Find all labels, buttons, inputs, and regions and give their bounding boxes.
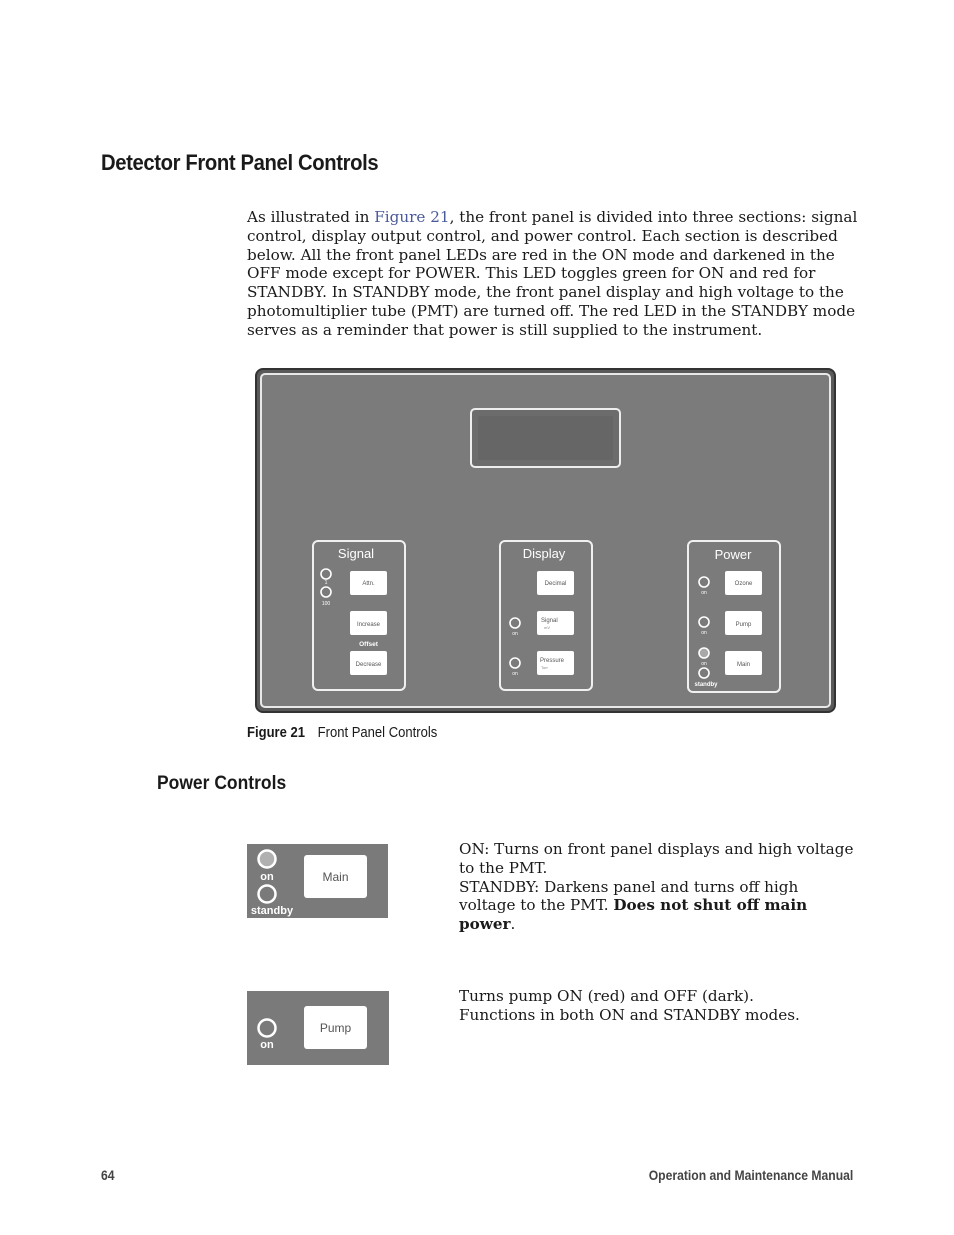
main-button[interactable] (725, 651, 762, 675)
signal-unit: mV (544, 625, 550, 630)
main-desc-on: ON: Turns on front panel displays and high voltage to the PMT. (459, 840, 854, 877)
main-desc-warning: Does not shut off main power (459, 896, 808, 934)
figure-caption-text: Front Panel Controls (317, 725, 438, 741)
pump-description (459, 987, 859, 1025)
main-desc-standby: STANDBY: Darkens panel and turns off high voltage to the PMT. (459, 877, 799, 915)
display-group (500, 541, 592, 690)
signal-led-100-label: 100 (321, 601, 331, 607)
main-standby-label: standby (250, 905, 294, 917)
display-pressure-led (510, 658, 520, 668)
figure-caption-label: Figure 21 (247, 725, 306, 741)
atten-label: Attn. (362, 581, 375, 587)
signal-led-1 (321, 569, 331, 579)
increase-label: Increase (356, 622, 381, 628)
display-on-label-2: on (512, 671, 518, 677)
power-on-label-2: on (701, 630, 707, 636)
signal-led-1-label: 1 (324, 580, 328, 586)
pump-label: Pump (735, 622, 752, 628)
pump-on-label: on (260, 1039, 274, 1051)
intro-text-rest: , the front panel is divided into three sections: signal control, display output control, and power control. Each section is described below. All the front panel LEDs are red in the ON mode and darkened in the OFF mode except for POWER. This LED toggles green for ON and red for STANDBY. In STANDBY mode, the front panel display and high voltage to the photomultiplier tube (PMT) are turned off. The red LED in the STANDBY mode serves as a reminder that power is still supplied to the instrument. (247, 208, 858, 339)
manual-title: Operation and Maintenance Manual (648, 1168, 853, 1183)
power-group (688, 541, 780, 692)
power-on-led (699, 648, 709, 658)
pump-desc-line2: Functions in both ON and STANDBY modes. (459, 1005, 800, 1024)
pressure-unit: Torr (541, 665, 548, 670)
section-heading: Detector Front Panel Controls (101, 150, 379, 175)
page-number: 64 (101, 1168, 115, 1183)
main-label: Main (736, 662, 751, 668)
pump-button-closeup[interactable] (304, 1006, 367, 1049)
intro-text-start: As illustrated in (247, 208, 375, 226)
pump-closeup-label: Pump (319, 1021, 352, 1035)
standby-led (699, 668, 709, 678)
ozone-button[interactable] (725, 571, 762, 595)
signal-led-100 (321, 587, 331, 597)
ozone-label: Ozone (734, 581, 753, 587)
pump-control-closeup (247, 991, 389, 1065)
standby-label: standby (694, 682, 718, 688)
power-title: Power (714, 547, 752, 562)
figure-21-link[interactable]: Figure 21 (374, 208, 450, 226)
increase-button[interactable] (350, 611, 387, 635)
signal-label: Signal (541, 618, 558, 624)
display-signal-led (510, 618, 520, 628)
main-standby-led (259, 886, 276, 903)
power-on-label-3: on (701, 661, 707, 667)
main-desc-period: . (510, 915, 516, 934)
front-panel-figure (255, 368, 836, 713)
pump-led (699, 617, 709, 627)
figure-caption (247, 725, 437, 741)
decimal-button[interactable] (537, 571, 574, 595)
decrease-button[interactable] (350, 651, 387, 675)
main-button-closeup[interactable] (304, 855, 367, 898)
intro-paragraph (247, 208, 859, 340)
main-on-led (259, 851, 276, 868)
decrease-label: Decrease (355, 662, 382, 668)
power-on-label-1: on (701, 590, 707, 596)
pump-on-led (259, 1020, 276, 1037)
signal-title: Signal (337, 546, 375, 561)
ozone-led (699, 577, 709, 587)
atten-button[interactable] (350, 571, 387, 595)
signal-group (313, 541, 405, 690)
pressure-torr-button[interactable] (537, 651, 574, 675)
display-window (471, 409, 620, 467)
main-on-label: on (260, 871, 274, 883)
display-on-label-1: on (512, 631, 518, 637)
power-controls-heading: Power Controls (157, 773, 287, 794)
main-description (459, 840, 859, 934)
decimal-label: Decimal (544, 581, 567, 587)
pump-button[interactable] (725, 611, 762, 635)
offset-label: Offset (359, 641, 378, 648)
main-control-closeup (247, 844, 388, 918)
signal-mv-button[interactable] (537, 611, 574, 635)
pump-desc-line1: Turns pump ON (red) and OFF (dark). (459, 987, 754, 1005)
main-closeup-label: Main (322, 870, 349, 884)
display-title: Display (522, 546, 566, 561)
pressure-label: Pressure (540, 658, 565, 664)
